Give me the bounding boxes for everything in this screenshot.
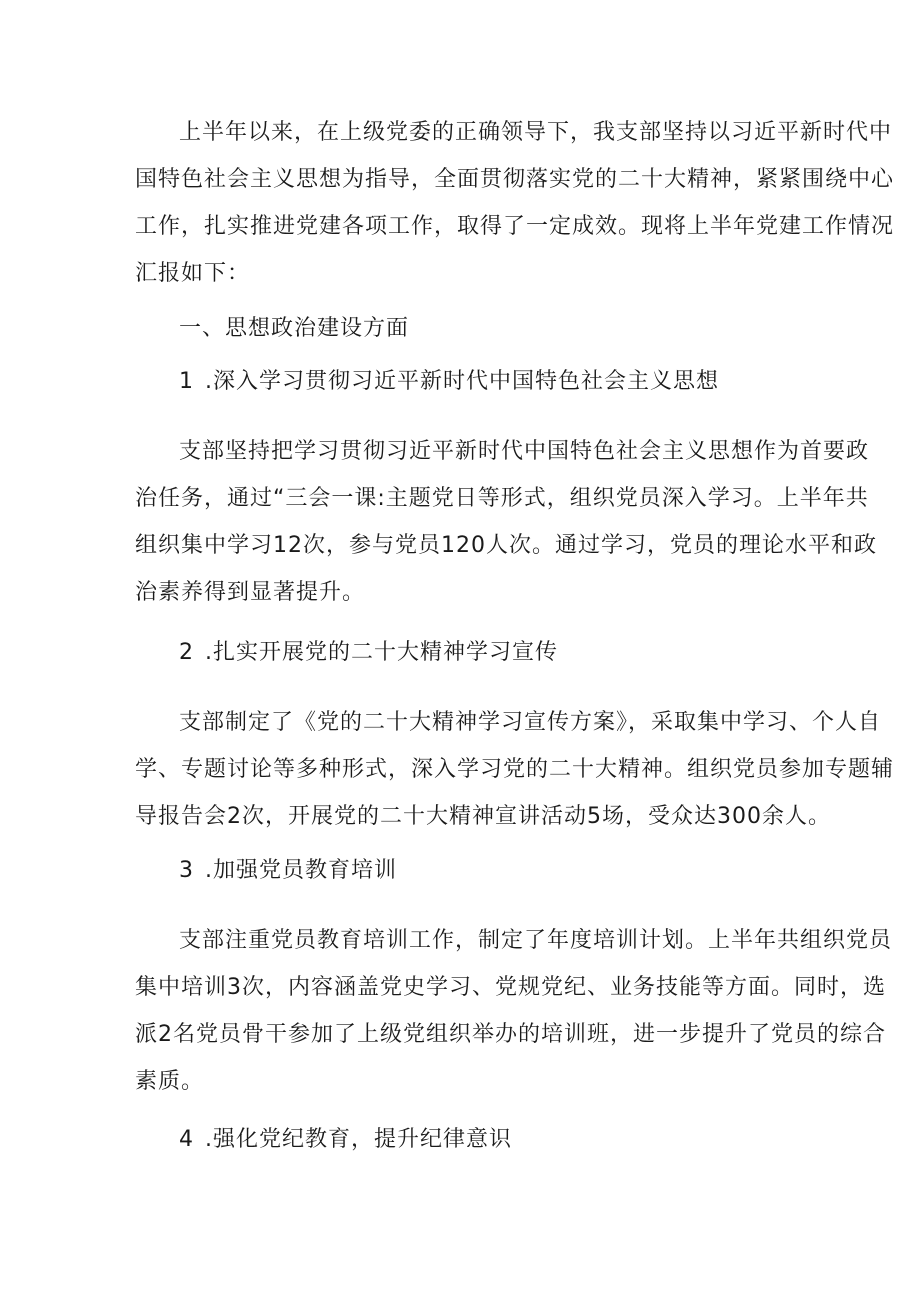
- paragraph-line: 支部坚持把学习贯彻习近平新时代中国特色社会主义思想作为首要政: [179, 439, 870, 464]
- paragraph-line: 汇报如下：: [135, 261, 251, 286]
- paragraph-line: 上半年以来，在上级党委的正确领导下，我支部坚持以习近平新时代中: [179, 120, 893, 145]
- item-number: 2: [179, 640, 194, 665]
- item-title: .加强党员教育培训: [205, 858, 397, 883]
- item-number: 4: [179, 1127, 194, 1152]
- item-3-paragraph: [135, 917, 893, 1105]
- item-number: 1: [179, 369, 194, 394]
- paragraph-line: 国特色社会主义思想为指导，全面贯彻落实党的二十大精神，紧紧围绕中心: [135, 167, 895, 192]
- item-heading-3: [179, 856, 397, 886]
- item-2-paragraph: [135, 699, 895, 840]
- paragraph-line: 支部制定了《党的二十大精神学习宣传方案》，采取集中学习、个人自: [179, 710, 882, 735]
- paragraph-line: 治素养得到显著提升。: [135, 580, 366, 605]
- paragraph-line: 支部注重党员教育培训工作，制定了年度培训计划。上半年共组织党员: [179, 928, 893, 953]
- item-title: .扎实开展党的二十大精神学习宣传: [205, 640, 558, 665]
- item-1-paragraph: [135, 428, 877, 616]
- item-heading-2: [179, 638, 558, 668]
- paragraph-line: 治任务，通过“三会一课:主题党日等形式，组织党员深入学习。上半年共: [135, 486, 869, 511]
- paragraph-line: 集中培训3次，内容涵盖党史学习、党规党纪、业务技能等方面。同时，选: [135, 975, 886, 1000]
- section-heading: 一、思想政治建设方面: [179, 316, 410, 341]
- paragraph-line: 组织集中学习12次，参与党员120人次。通过学习，党员的理论水平和政: [135, 533, 877, 558]
- paragraph-line: 素质。: [135, 1069, 205, 1094]
- item-heading-4: [179, 1125, 512, 1155]
- paragraph-line: 派2名党员骨干参加了上级党组织举办的培训班，进一步提升了党员的综合: [135, 1022, 886, 1047]
- item-title: .深入学习贯彻习近平新时代中国特色社会主义思想: [205, 369, 719, 394]
- item-number: 3: [179, 858, 194, 883]
- intro-paragraph: [135, 109, 895, 297]
- item-title: .强化党纪教育，提升纪律意识: [205, 1127, 512, 1152]
- paragraph-line: 学、专题讨论等多种形式，深入学习党的二十大精神。组织党员参加专题辅: [135, 757, 895, 782]
- paragraph-line: 导报告会2次，开展党的二十大精神宣讲活动5场，受众达300余人。: [135, 804, 831, 829]
- item-heading-1: [179, 367, 719, 397]
- paragraph-line: 工作，扎实推进党建各项工作，取得了一定成效。现将上半年党建工作情况: [135, 214, 895, 239]
